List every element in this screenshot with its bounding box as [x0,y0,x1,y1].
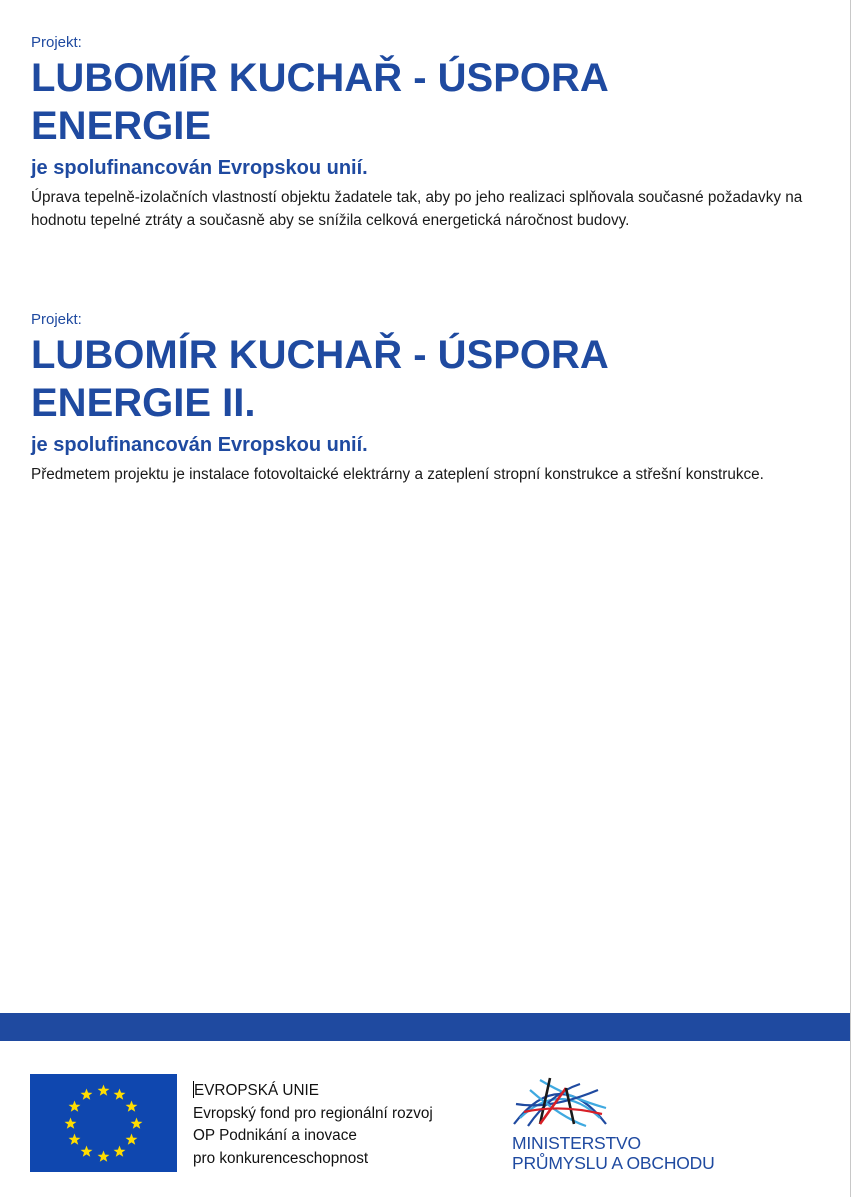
footer-band [0,1013,850,1041]
eu-star-icon [130,1117,143,1130]
ministry-line-1: MINISTERSTVO [512,1133,641,1153]
eu-star-icon [68,1100,81,1113]
eu-star-icon [113,1088,126,1101]
eu-funding-text [193,1080,433,1170]
eu-line-1: EVROPSKÁ UNIE [194,1082,319,1099]
project-label: Projekt: [31,34,82,51]
eu-line-3: OP Podnikání a inovace [193,1127,357,1144]
project-title: LUBOMÍR KUCHAŘ - ÚSPORA ENERGIE [31,56,608,148]
project-title: LUBOMÍR KUCHAŘ - ÚSPORA ENERGIE II. [31,333,608,425]
eu-star-icon [80,1145,93,1158]
eu-line-4: pro konkurenceschopnost [193,1149,369,1167]
eu-flag-icon [30,1074,177,1172]
ministry-line-2: PRŮMYSLU A OBCHODU [512,1153,715,1173]
eu-star-icon [125,1133,138,1146]
eu-star-icon [68,1133,81,1146]
project-label: Projekt: [31,311,82,328]
cofinanced-statement: je spolufinancován Evropskou unií. [31,434,368,456]
page-edge [850,0,851,1197]
eu-star-icon [80,1088,93,1101]
ministry-name [512,1133,715,1173]
project-description: Úprava tepelně-izolačních vlastností objektu žadatele tak, aby po jeho realizaci splňovala současné požadavky na hodnotu tepelné ztráty a současně aby se snížila celková energetická náročnost budovy. [31,189,803,229]
mpo-globe-logo-icon [510,1074,610,1128]
eu-star-icon [97,1084,110,1097]
cofinanced-statement: je spolufinancován Evropskou unií. [31,157,368,179]
project-description: Předmetem projektu je instalace fotovoltaické elektrárny a zateplení stropní konstrukce a střešní konstrukce. [31,466,764,483]
project-block-1 [31,34,831,232]
eu-star-icon [125,1100,138,1113]
eu-star-icon [113,1145,126,1158]
eu-star-icon [97,1150,110,1163]
eu-line-2: Evropský fond pro regionální rozvoj [193,1104,433,1122]
project-block-2 [31,311,831,486]
eu-star-icon [64,1117,77,1130]
